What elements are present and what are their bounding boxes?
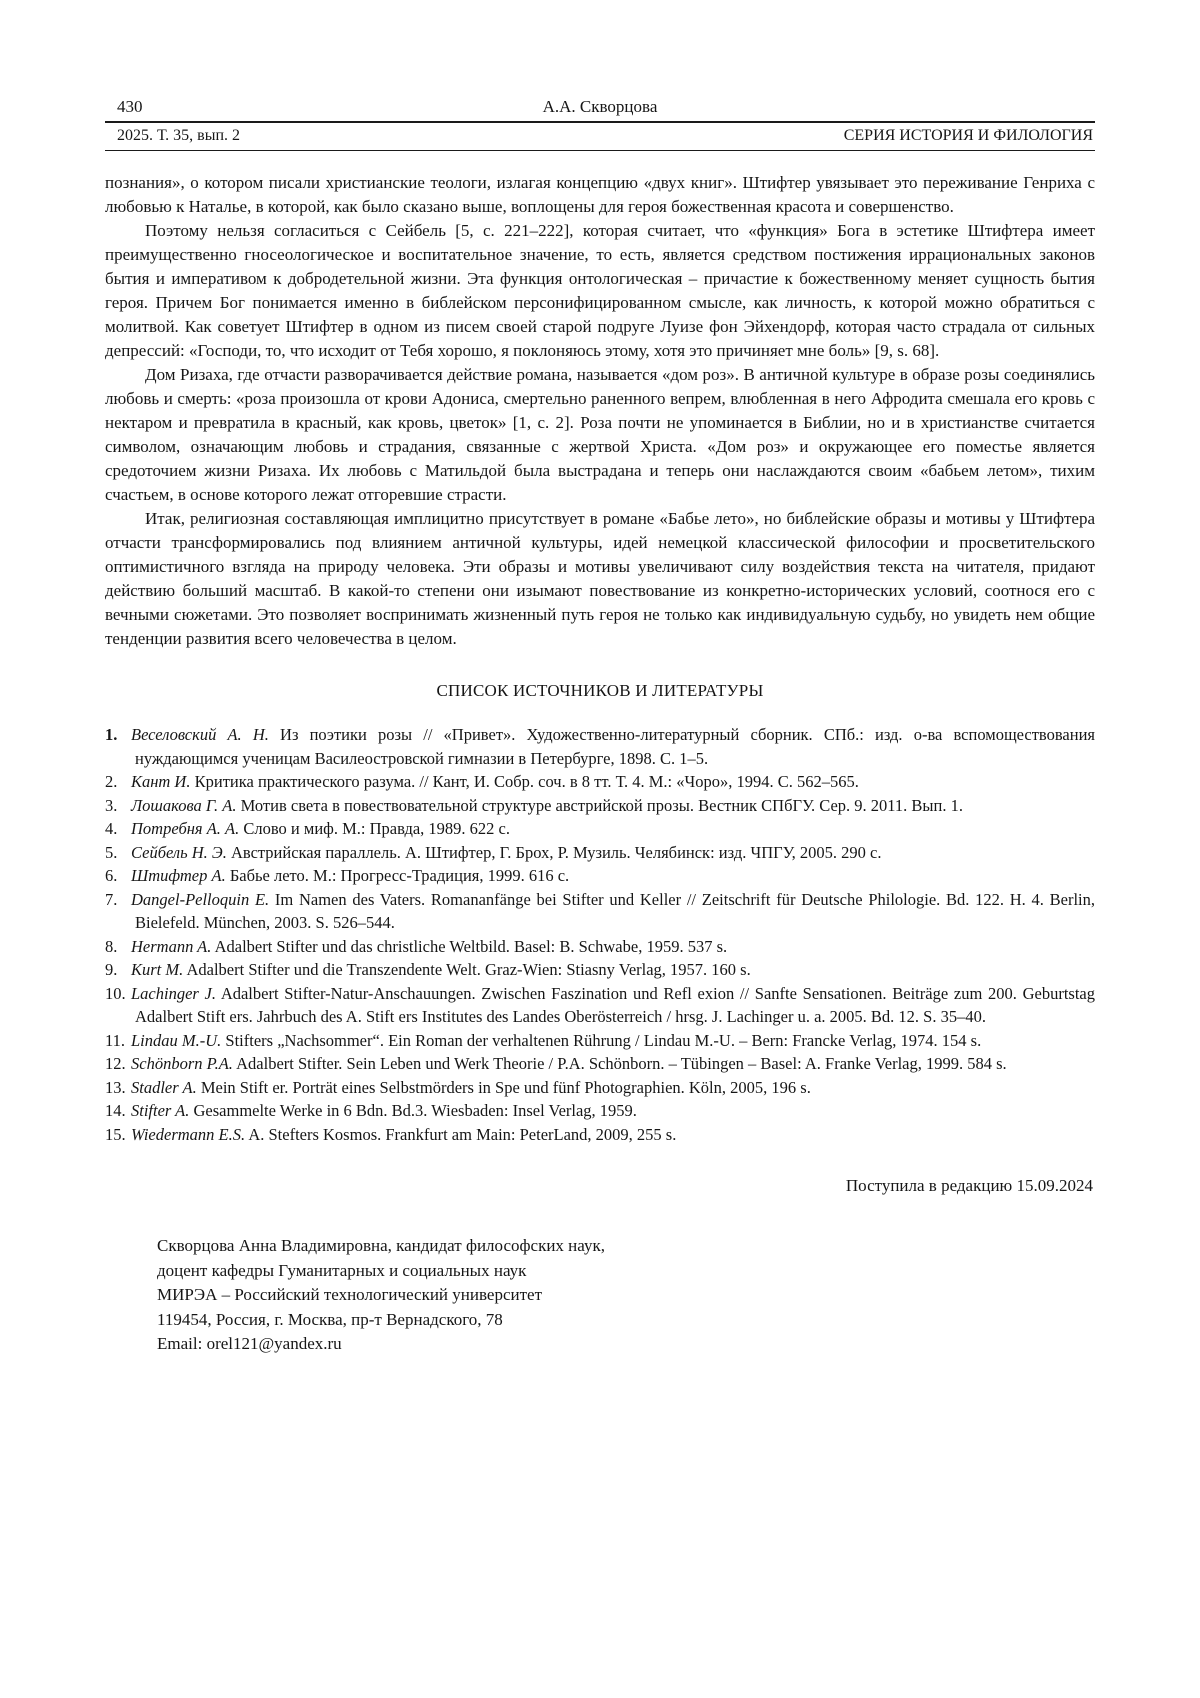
body-paragraph: познания», о котором писали христианские теологи, излагая концепцию «двух книг». Штифтер увязывает это переживание Генриха с любовью к Наталье, в которой, как было сказано выше, воплощены для героя божественная красота и совершенство.	[105, 173, 1095, 216]
reference-number: 14.	[105, 1101, 126, 1120]
body-paragraph: Дом Ризаха, где отчасти разворачивается действие романа, называется «дом роз». В античной культуре в образе розы соединялись любовь и смерть: «роза произошла от крови Адониса, смертельно раненного вепрем, влюбленная в него Афродита смешала его кровь с нектаром и превратила в красный, как кровь, цветок» [1, с. 2]. Роза почти не упоминается в Библии, но и в христианстве считается символом, означающим любовь и страдания, связанные с жертвой Христа. «Дом роз» и окружающее его поместье является средоточием жизни Ризаха. Их любовь с Матильдой была выстрадана и теперь они наслаждаются своим «бабьем летом», тихим счастьем, в основе которого лежат отгоревшие страсти.	[105, 365, 1095, 504]
reference-author: Веселовский А. Н.	[131, 725, 269, 744]
reference-text: Adalbert Stifter. Sein Leben und Werk Theorie / P.A. Schönborn. – Tübingen – Basel: A. Franke Verlag, 1999. 584 s.	[236, 1054, 1007, 1073]
reference-text: Из поэтики розы // «Привет». Художественно-литературный сборник. СПб.: изд. о-ва вспомоществования нуждающимся ученицам Василеостровской гимназии в Петербурге, 1898. С. 1–5.	[135, 725, 1096, 768]
reference-author: Wiedermann E.S.	[131, 1124, 246, 1144]
reference-text: Бабье лето. М.: Прогресс-Традиция, 1999. 616 с.	[229, 866, 570, 885]
header-rule-top	[105, 121, 1095, 123]
reference-item	[105, 1123, 1095, 1147]
reference-item	[105, 864, 1095, 888]
reference-number: 5.	[105, 842, 118, 862]
reference-author: Lachinger J.	[131, 983, 216, 1003]
reference-number: 9.	[105, 960, 118, 979]
reference-author: Штифтер А.	[131, 866, 226, 885]
body-paragraph: Поэтому нельзя согласиться с Сейбель [5, с. 221–222], которая считает, что «функция» Бога в эстетике Штифтера имеет преимущественно гносеологическое и воспитательное значение, то есть, является средством постижения иррациональных законов бытия и императивом к добродетельной жизни. Эта функция онтологическая – причастие к божественному меняет сущность бытия героя. Причем Бог понимается именно в библейском персонифицированном смысле, как личность, к которой можно обратиться с молитвой. Как советует Штифтер в одном из писем своей старой подруге Луизе фон Эйхендорф, которая часто страдала от сильных депрессий: «Господи, то, что исходит от Тебя хорошо, я поклоняюсь этому, хотя это причиняет мне боль» [9, s. 68].	[105, 221, 1095, 360]
reference-text: Мотив света в повествовательной структуре австрийской прозы. Вестник СПбГУ. Сер. 9. 2011. Вып. 1.	[240, 795, 963, 815]
reference-item	[105, 770, 1095, 794]
author-info	[157, 1234, 1095, 1357]
reference-item	[105, 841, 1095, 865]
reference-number: 7.	[105, 889, 118, 909]
reference-author: Hermann A.	[131, 936, 212, 956]
author-info-line: Скворцова Анна Владимировна, кандидат философских наук,	[157, 1236, 605, 1255]
reference-number: 15.	[105, 1124, 126, 1144]
reference-author: Кант И.	[131, 772, 191, 791]
reference-item	[105, 1076, 1095, 1100]
reference-item	[105, 935, 1095, 959]
reference-number: 2.	[105, 772, 118, 791]
reference-number: 10.	[105, 983, 126, 1003]
reference-number: 13.	[105, 1077, 126, 1097]
reference-item	[105, 1029, 1095, 1053]
reference-number: 4.	[105, 819, 118, 838]
reference-text: Im Namen des Vaters. Romananfänge bei Stifter und Keller // Zeitschrift für Deutsche Philologie. Bd. 122. H. 4. Berlin, Bielefeld. München, 2003. S. 526–544.	[135, 889, 1096, 932]
reference-text: Adalbert Stifter-Natur-Anschauungen. Zwischen Faszination und Refl exion // Sanfte Sensationen. Beiträge zum 200. Geburtstag Adalbert Stift ers. Jahrbuch des A. Stift ers Institutes des Landes Oberösterreich / hrsg. J. Lachinger u. a. 2005. Bd. 12. S. 35–40.	[135, 983, 1095, 1026]
reference-author: Schönborn P.A.	[131, 1054, 233, 1073]
reference-author: Dangel-Pelloquin E.	[131, 889, 270, 909]
references-list	[105, 723, 1095, 1146]
reference-text: Критика практического разума. // Кант, И. Собр. соч. в 8 тт. Т. 4. М.: «Чоро», 1994. С. 562–565.	[194, 772, 859, 791]
page-number: 430	[117, 97, 143, 116]
reference-number: 3.	[105, 795, 118, 815]
reference-text: A. Stefters Kosmos. Frankfurt am Main: PeterLand, 2009, 255 s.	[248, 1124, 677, 1144]
reference-item	[105, 723, 1095, 770]
header-rule-bottom	[105, 150, 1095, 151]
reference-text: Gesammelte Werke in 6 Bdn. Bd.3. Wiesbaden: Insel Verlag, 1959.	[193, 1101, 637, 1120]
reference-item	[105, 982, 1095, 1029]
reference-author: Kurt M.	[131, 960, 184, 979]
reference-author: Потребня А. А.	[131, 819, 240, 838]
reference-item	[105, 817, 1095, 841]
reference-text: Слово и миф. М.: Правда, 1989. 622 с.	[243, 819, 511, 838]
reference-text: Adalbert Stifter und die Transzendente Welt. Graz-Wien: Stiasny Verlag, 1957. 160 s.	[186, 960, 751, 979]
reference-number: 8.	[105, 936, 118, 956]
reference-item	[105, 958, 1095, 982]
author-info-line: доцент кафедры Гуманитарных и социальных наук	[157, 1260, 527, 1280]
reference-author: Stadler A.	[131, 1077, 197, 1097]
body-paragraph: Итак, религиозная составляющая имплицитно присутствует в романе «Бабье лето», но библейские образы и мотивы у Штифтера отчасти трансформировались под влиянием античной культуры, идей немецкой классической философии и просветительского оптимистичного взгляда на природу человека. Эти образы и мотивы увеличивают силу воздействия текста на читателя, придают действию больший масштаб. В какой-то степени они изымают повествование из конкретно-исторических условий, соотнося его с вечными сюжетами. Это позволяет воспринимать жизненный путь героя не только как индивидуальную судьбу, но увидеть нем общие тенденции развития всего человечества в целом.	[105, 509, 1095, 648]
reference-text: Mein Stift er. Porträt eines Selbstmörders in Spe und fünf Photographien. Köln, 2005, 196 s.	[200, 1077, 811, 1097]
reference-author: Сейбель Н. Э.	[131, 842, 227, 862]
reference-author: Stifter A.	[131, 1101, 190, 1120]
reference-text: Австрийская параллель. А. Штифтер, Г. Брох, Р. Музиль. Челябинск: изд. ЧПГУ, 2005. 290 с.	[230, 842, 882, 862]
reference-item	[105, 1052, 1095, 1076]
reference-number: 1.	[105, 725, 118, 744]
article-body	[105, 171, 1095, 1357]
page-header	[105, 96, 1095, 151]
reference-number: 12.	[105, 1054, 126, 1073]
author-email-line: Email: orel121@yandex.ru	[157, 1334, 342, 1353]
reference-text: Stifters „Nachsommer“. Ein Roman der verhaltenen Rührung / Lindau M.-U. – Bern: Francke Verlag, 1974. 154 s.	[225, 1030, 982, 1050]
author-info-line: МИРЭА – Российский технологический университет	[157, 1285, 542, 1304]
running-head	[105, 96, 1095, 118]
reference-number: 11.	[105, 1030, 126, 1050]
running-head-author: А.А. Скворцова	[542, 97, 658, 116]
series-title: СЕРИЯ ИСТОРИЯ И ФИЛОЛОГИЯ	[843, 127, 1093, 144]
received-note: Поступила в редакцию 15.09.2024	[845, 1176, 1093, 1195]
reference-author: Лошакова Г. А.	[131, 795, 237, 815]
author-info-line: 119454, Россия, г. Москва, пр-т Вернадского, 78	[157, 1309, 503, 1329]
reference-item	[105, 794, 1095, 818]
reference-number: 6.	[105, 866, 118, 885]
reference-item	[105, 1099, 1095, 1123]
issue-row	[105, 125, 1095, 147]
references-heading: СПИСОК ИСТОЧНИКОВ И ЛИТЕРАТУРЫ	[436, 681, 764, 700]
reference-author: Lindau M.-U.	[131, 1030, 222, 1050]
reference-item	[105, 888, 1095, 935]
issue-info: 2025. Т. 35, вып. 2	[117, 127, 241, 144]
reference-text: Adalbert Stifter und das christliche Weltbild. Basel: B. Schwabe, 1959. 537 s.	[214, 936, 728, 956]
